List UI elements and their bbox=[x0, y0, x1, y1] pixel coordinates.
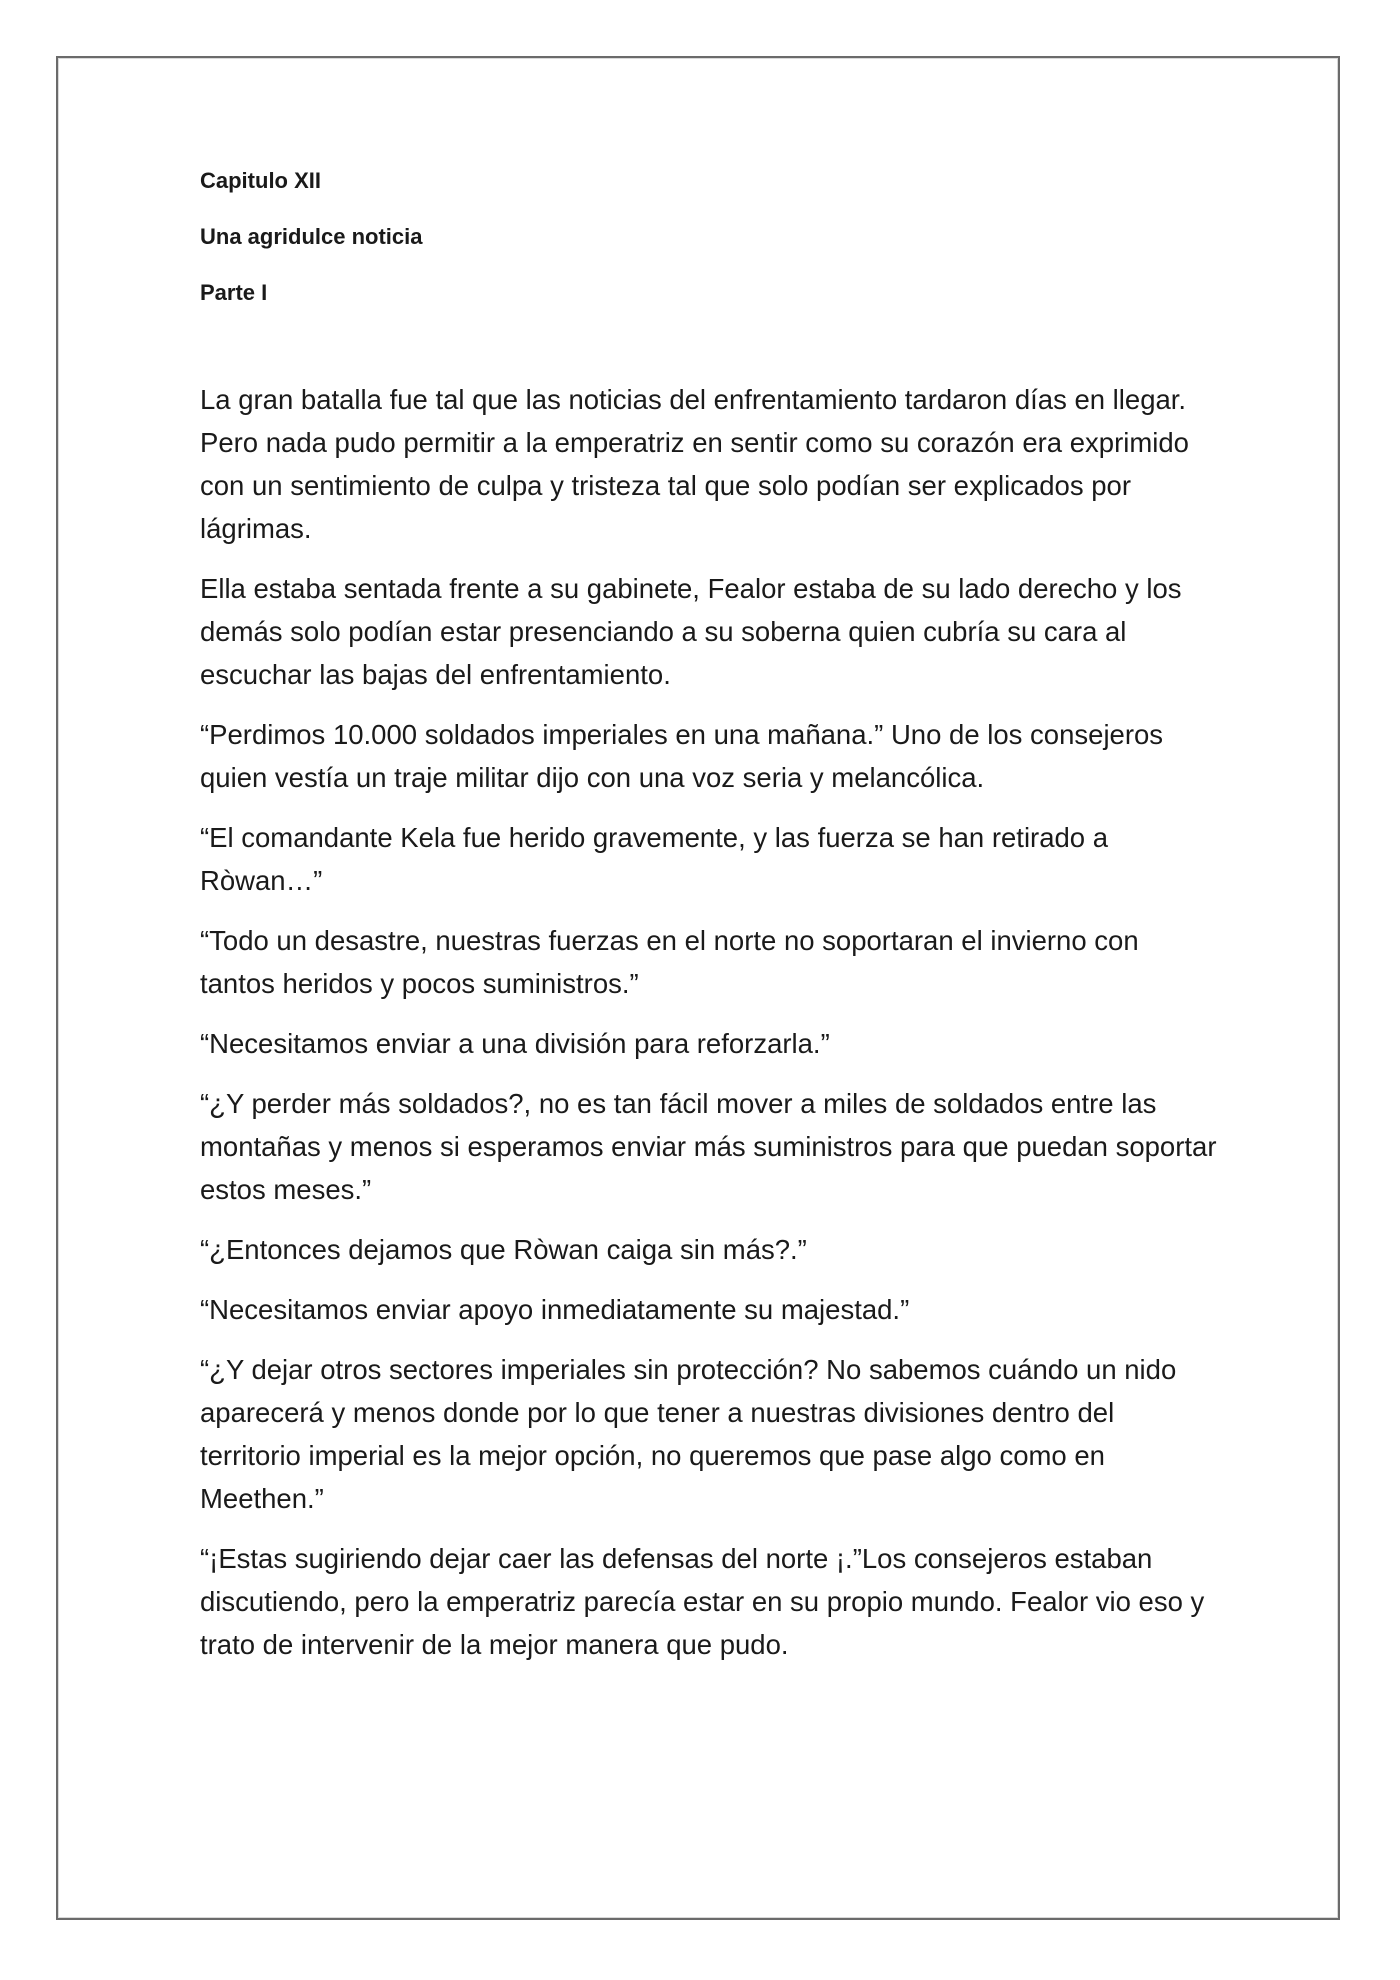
paragraph: “¿Y dejar otros sectores imperiales sin protección? No sabemos cuándo un nido aparecerá y menos donde por lo que tener a nuestras divisiones dentro del territorio imperial es la mejor opción, no queremos que pase algo como en Meethen.” bbox=[200, 1354, 1177, 1514]
chapter-part: Parte I bbox=[200, 280, 268, 305]
chapter-title: Una agridulce noticia bbox=[200, 224, 423, 249]
paragraph: “Perdimos 10.000 soldados imperiales en una mañana.” Uno de los consejeros quien vestía un traje militar dijo con una voz seria y melancólica. bbox=[200, 719, 1164, 793]
chapter-number: Capitulo XII bbox=[200, 168, 321, 193]
paragraph: “Necesitamos enviar a una división para reforzarla.” bbox=[200, 1028, 830, 1059]
paragraph: “¿Entonces dejamos que Ròwan caiga sin más?.” bbox=[200, 1234, 807, 1265]
paragraph: “¡Estas sugiriendo dejar caer las defensas del norte ¡.”Los consejeros estaban discutiendo, pero la emperatriz parecía estar en su propio mundo. Fealor vio eso y trato de intervenir de la mejor manera que pudo. bbox=[200, 1543, 1205, 1660]
paragraph: Ella estaba sentada frente a su gabinete, Fealor estaba de su lado derecho y los demás solo podían estar presenciando a su soberna quien cubría su cara al escuchar las bajas del enfrentamiento. bbox=[200, 573, 1182, 690]
paragraph: “Todo un desastre, nuestras fuerzas en el norte no soportaran el invierno con tantos heridos y pocos suministros.” bbox=[200, 925, 1139, 999]
paragraph: “El comandante Kela fue herido gravemente, y las fuerza se han retirado a Ròwan…” bbox=[200, 822, 1109, 896]
paragraph: “Necesitamos enviar apoyo inmediatamente su majestad.” bbox=[200, 1294, 910, 1325]
paragraph: La gran batalla fue tal que las noticias del enfrentamiento tardaron días en llegar. Pero nada pudo permitir a la emperatriz en sentir como su corazón era exprimido con un sentimiento de culpa y tristeza tal que solo podían ser explicados por lágrimas. bbox=[200, 384, 1189, 544]
paragraph: “¿Y perder más soldados?, no es tan fácil mover a miles de soldados entre las montañas y menos si esperamos enviar más suministros para que puedan soportar estos meses.” bbox=[200, 1088, 1217, 1205]
document-body bbox=[200, 166, 1220, 1683]
